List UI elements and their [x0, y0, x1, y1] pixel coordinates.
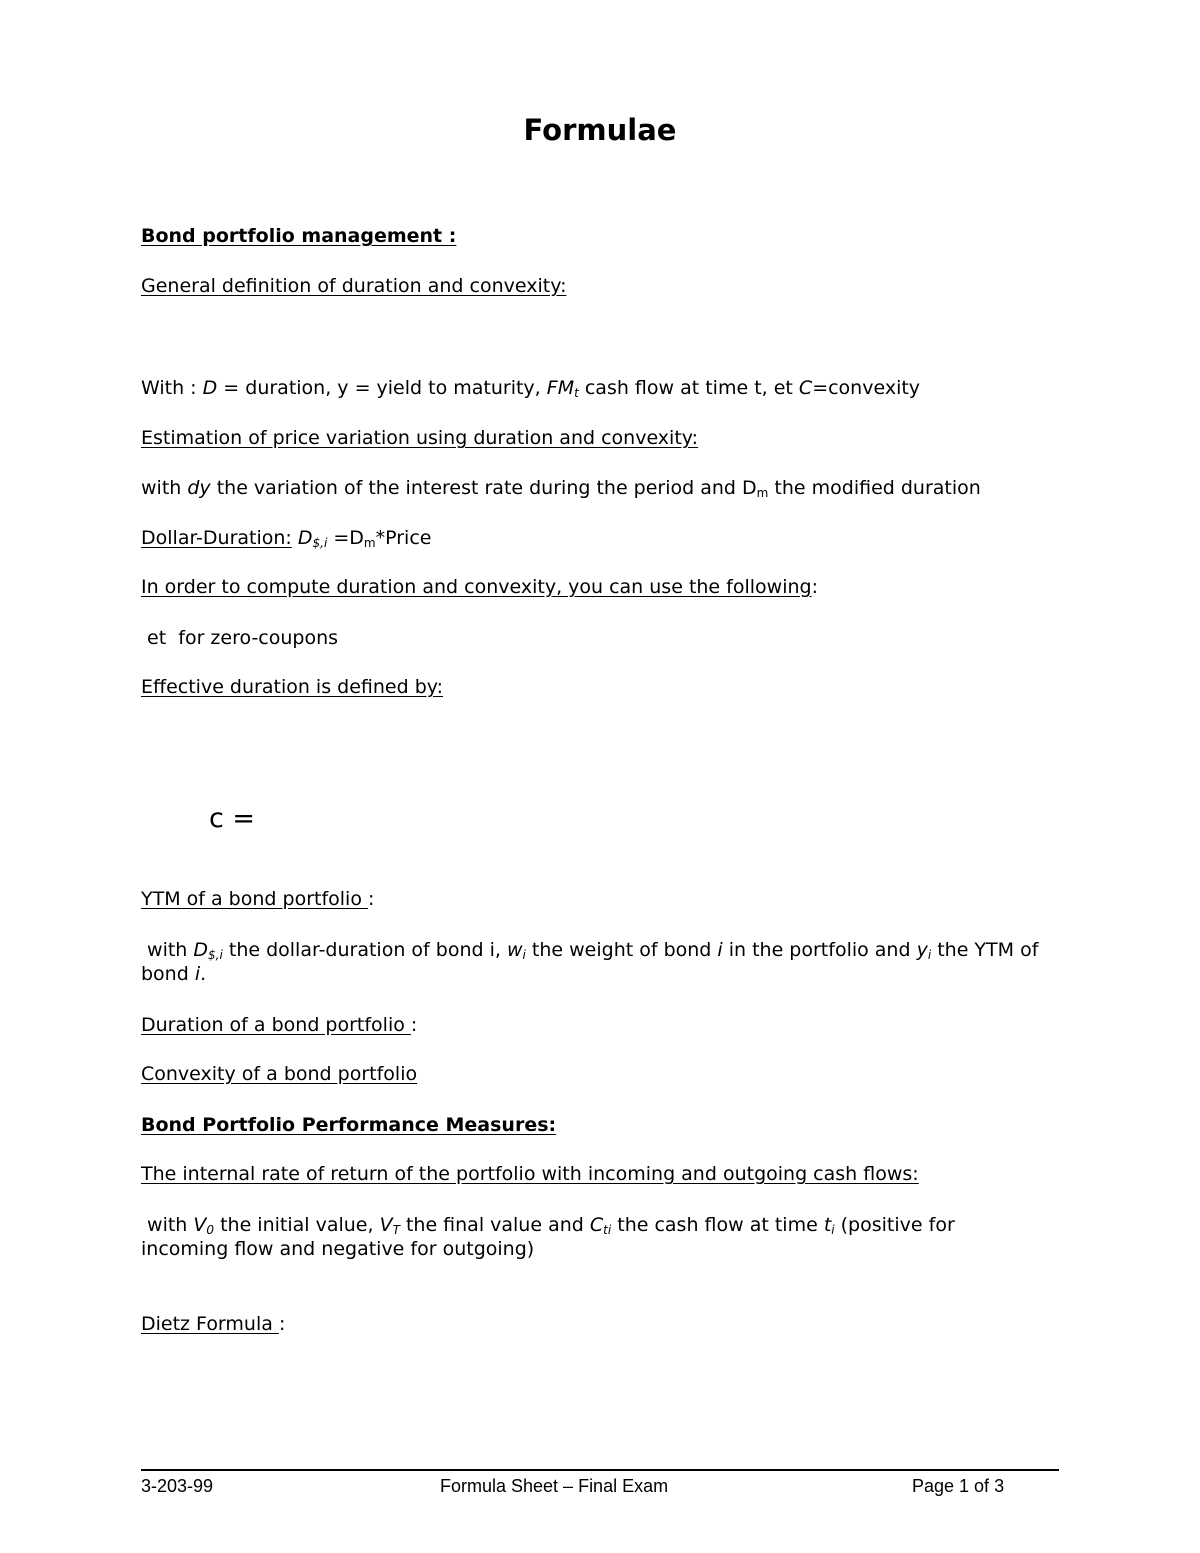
compute-instruction-label: In order to compute duration and convexity, you can use the following: [141, 576, 812, 598]
text-segment: with: [141, 939, 194, 961]
symbol-dm-subscript: m: [756, 486, 769, 500]
symbol-v0-subscript: 0: [206, 1223, 215, 1237]
text-segment: with: [141, 1214, 194, 1236]
performance-heading-line: [141, 1113, 1061, 1137]
text-segment: cash flow at time t, et: [578, 377, 799, 399]
symbol-w: w: [506, 939, 523, 961]
symbol-y: y: [916, 939, 928, 961]
symbol-d: D: [202, 377, 218, 399]
dy-definition-line: [141, 476, 1061, 500]
text-segment: the weight of bond: [525, 939, 718, 961]
footer-course-code: 3-203-99: [141, 1476, 214, 1496]
symbol-v0: V: [193, 1214, 207, 1236]
text-segment: the cash flow at time: [611, 1214, 824, 1236]
text-segment: the modified duration: [768, 477, 981, 499]
ytm-heading: YTM of a bond portfolio: [141, 888, 368, 910]
section-heading-bond-portfolio-management: Bond portfolio management :: [141, 225, 457, 247]
symbol-c: C: [589, 1214, 604, 1236]
text-segment: *Price: [375, 527, 432, 549]
text-segment: with: [141, 477, 188, 499]
dietz-heading: Dietz Formula: [141, 1313, 279, 1335]
footer-page-number: Page 1 of 3: [912, 1476, 1005, 1496]
footer-document-title: Formula Sheet – Final Exam: [440, 1476, 669, 1496]
compute-instruction-line: [141, 575, 1061, 599]
symbol-dm-subscript: m: [363, 536, 376, 550]
symbol-d-subscript: $,i: [312, 536, 328, 550]
symbol-d-subscript: $,i: [208, 948, 223, 962]
text-segment: (positive for incoming flow and negative for outgoing): [141, 1214, 955, 1260]
symbol-c: C: [798, 377, 813, 399]
subheading-general-definition: General definition of duration and convexity:: [141, 275, 567, 297]
duration-portfolio-heading-line: [141, 1013, 1061, 1037]
text-segment: .: [200, 963, 207, 985]
text-segment: =D: [327, 527, 364, 549]
symbol-t: t: [823, 1214, 832, 1236]
convexity-equation-label: c =: [209, 803, 256, 834]
subheading-effective-duration: Effective duration is defined by:: [141, 676, 444, 698]
irr-heading: The internal rate of return of the portfolio with incoming and outgoing cash flows:: [141, 1163, 919, 1185]
performance-heading: Bond Portfolio Performance Measures: [141, 1114, 549, 1136]
colon: :: [368, 888, 375, 910]
text-segment: the final value and: [399, 1214, 590, 1236]
symbol-fm-subscript: t: [574, 386, 579, 400]
symbol-vt: V: [379, 1214, 393, 1236]
symbol-y-subscript: i: [927, 948, 932, 962]
symbol-t-subscript: i: [831, 1223, 835, 1237]
convexity-portfolio-heading: Convexity of a bond portfolio: [141, 1063, 418, 1085]
text-segment: =convexity: [812, 377, 921, 399]
symbol-i: i: [194, 963, 201, 985]
symbol-fm: FM: [546, 377, 575, 399]
symbol-dy: dy: [187, 477, 211, 499]
footer-divider: [141, 1469, 1059, 1471]
symbol-vt-subscript: T: [392, 1223, 400, 1237]
ytm-description: [141, 938, 1056, 986]
text-segment: With :: [141, 377, 203, 399]
subheading-estimation: Estimation of price variation using duration and convexity:: [141, 427, 699, 449]
duration-portfolio-heading: Duration of a bond portfolio: [141, 1014, 411, 1036]
symbol-c-subscript: ti: [603, 1223, 612, 1237]
symbol-d: D: [193, 939, 209, 961]
symbol-d: D: [297, 527, 313, 549]
dietz-heading-line: [141, 1312, 1061, 1336]
dollar-duration-line: [141, 526, 1061, 550]
text-segment: the initial value,: [214, 1214, 380, 1236]
ytm-heading-line: [141, 887, 1061, 911]
text-segment: in the portfolio and: [722, 939, 917, 961]
dollar-duration-label: Dollar-Duration:: [141, 527, 292, 549]
colon: :: [410, 1014, 418, 1036]
symbol-i: i: [717, 939, 723, 961]
text-segment: = duration, y = yield to maturity,: [217, 377, 547, 399]
text-segment: the YTM of bond: [141, 939, 1039, 985]
zero-coupons-line: et for zero-coupons: [141, 627, 339, 649]
with-definitions-line: [141, 376, 1061, 400]
colon: :: [548, 1114, 557, 1136]
page-title: Formulae: [523, 113, 677, 147]
text-segment: the dollar-duration of bond i,: [222, 939, 507, 961]
colon: :: [278, 1313, 286, 1335]
symbol-w-subscript: i: [522, 948, 526, 962]
text-segment: the variation of the interest rate during the period and D: [210, 477, 757, 499]
colon: :: [811, 576, 818, 598]
irr-description: [141, 1213, 1041, 1261]
